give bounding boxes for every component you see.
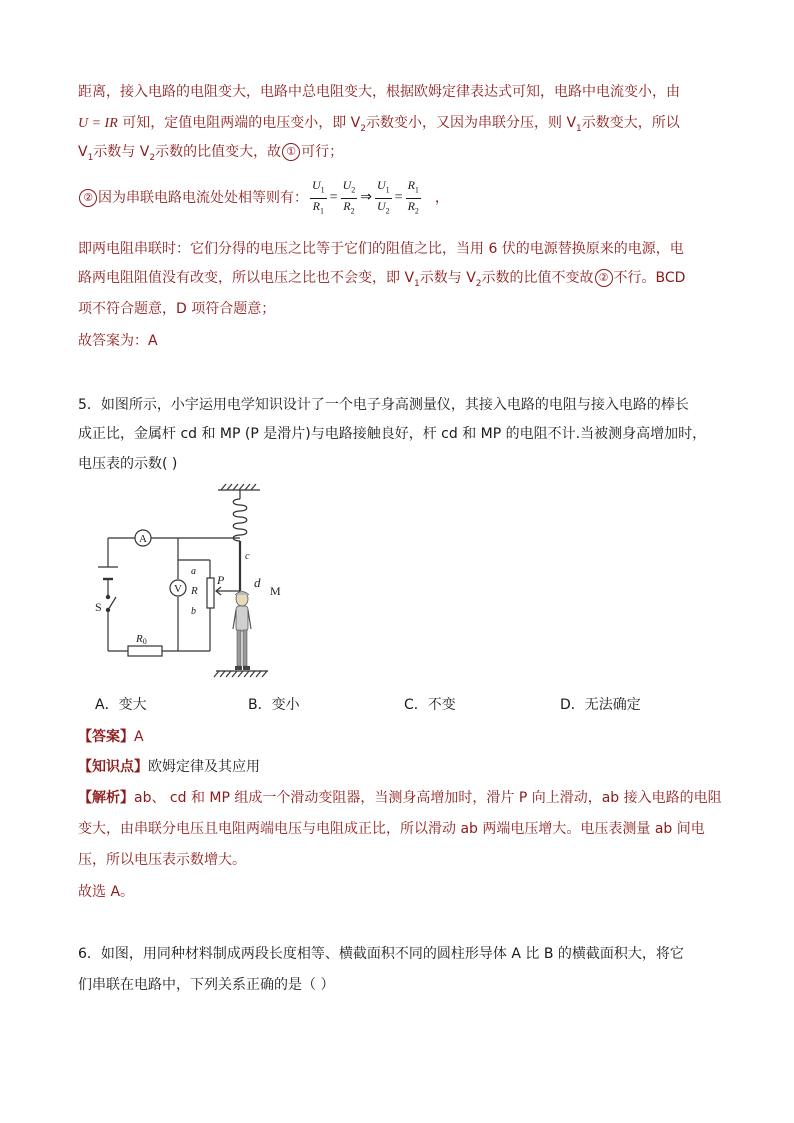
solution-line-3 — [78, 142, 343, 168]
solution-line-6 — [78, 268, 685, 294]
knowledge-row — [78, 757, 260, 777]
analysis-row-3: 压，所以电压表示数增大。 — [78, 852, 246, 868]
question-6-line-1: 6．如图，用同种材料制成两段长度相等、横截面积不同的圆柱形导体 A 比 B 的横截面积大，将它 — [78, 946, 684, 962]
fraction: $\frac{U_1}{U_2}$ — [376, 178, 390, 215]
solution-line-7: 项不符合题意，D 项符合题意； — [78, 301, 276, 317]
circuit-diagram — [90, 483, 300, 679]
text: 示数变小，又因为串联分压，则 V — [366, 115, 577, 131]
label-m: M — [270, 584, 281, 598]
text: 可行； — [301, 144, 344, 160]
equals-sign: = — [329, 190, 338, 205]
fraction: $\frac{R_1}{R_2}$ — [407, 178, 419, 215]
spring-icon — [233, 499, 247, 541]
fraction: $\frac{U_1}{R_1}$ — [312, 178, 325, 215]
solution-line-2 — [78, 113, 680, 139]
question-6-line-2: 们串联在电路中，下列关系正确的是（ ） — [78, 977, 335, 993]
text: ， — [434, 190, 449, 206]
analysis-row-2: 变大，由串联分电压且电阻两端电压与电阻成正比，所以滑动 ab 两端电压增大。电压表测量 ab 间电 — [78, 821, 705, 837]
solution-line-5: 即两电阻串联时：它们分得的电压之比等于它们的阻值之比，当用 6 伏的电源替换原来的电源，电 — [78, 241, 684, 257]
question-5-line-3: 电压表的示数( ) — [78, 456, 178, 472]
label-a: a — [191, 566, 196, 577]
subscript: 2 — [475, 278, 482, 289]
implies-arrow: ⇒ — [360, 190, 372, 205]
switch-lever — [108, 597, 116, 610]
rheostat-ab — [207, 578, 214, 608]
r0-label: R0 — [136, 633, 147, 646]
text: 不行。BCD — [613, 270, 686, 286]
analysis-tag: 【解析】 — [78, 790, 134, 806]
solution-line-8: 故答案为：A — [78, 333, 158, 349]
fraction: $\frac{U_2}{R_2}$ — [342, 178, 356, 215]
subscript: 1 — [87, 152, 94, 163]
circled-number: ② — [79, 189, 97, 207]
text: V — [78, 144, 88, 160]
answer-row — [78, 727, 144, 747]
ohm-formula: U = IR — [78, 116, 118, 131]
floor-hatch — [214, 671, 267, 677]
solution-line-4 — [78, 176, 449, 220]
question-5-line-1: 5．如图所示，小宇运用电学知识设计了一个电子身高测量仪，其接入电路的电阻与接入电路的棒长 — [78, 397, 689, 413]
conclusion: 故选 A。 — [78, 884, 135, 900]
option-c[interactable]: C．不变 — [404, 697, 456, 713]
label-p: P — [217, 573, 225, 587]
text: 示数的比值变大，故 — [155, 144, 282, 160]
option-b[interactable]: B．变小 — [248, 697, 300, 713]
label-b: b — [191, 606, 196, 617]
option-d[interactable]: D．无法确定 — [560, 697, 641, 713]
text: 可知，定值电阻两端的电压变小，即 V — [117, 115, 361, 131]
circled-number: ① — [282, 143, 300, 161]
subscript: 1 — [414, 278, 420, 289]
text: 路两电阻阻值没有改变，所以电压之比也不会变，即 V — [78, 270, 415, 286]
ceiling-hatch — [221, 484, 256, 490]
ammeter-label: A — [139, 533, 147, 545]
option-a[interactable]: A．变大 — [95, 697, 147, 713]
voltmeter-label: V — [174, 583, 182, 595]
subscript: 1 — [576, 123, 582, 134]
knowledge-tag: 【知识点】 — [78, 759, 148, 775]
person-icon — [233, 592, 251, 671]
analysis-row-1 — [78, 788, 722, 808]
answer-value: A — [134, 729, 144, 745]
text: 示数与 V — [419, 270, 476, 286]
equals-sign: = — [394, 190, 403, 205]
subscript: 2 — [149, 152, 156, 163]
subscript: 2 — [360, 123, 366, 134]
text: 示数的比值不变故 — [481, 270, 594, 286]
knowledge-value: 欧姆定律及其应用 — [148, 759, 260, 775]
text: 因为串联电路电流处处相等则有： — [98, 190, 308, 206]
label-d: d — [254, 575, 261, 590]
answer-tag: 【答案】 — [78, 729, 134, 745]
circled-number: ② — [595, 269, 613, 287]
analysis-text: ab、 cd 和 MP 组成一个滑动变阻器，当测身高增加时，滑片 P 向上滑动，ab 接入电路的电阻 — [134, 790, 722, 806]
label-r: R — [191, 585, 198, 597]
question-5-line-2: 成正比，金属杆 cd 和 MP (P 是滑片)与电路接触良好，杆 cd 和 MP 的电阻不计.当被测身高增加时， — [78, 426, 707, 442]
switch-label: S — [95, 600, 102, 614]
solution-line-1: 距离，接入电路的电阻变大，电路中总电阻变大，根据欧姆定律表达式可知，电路中电流变小，由 — [78, 84, 680, 100]
ratio-formula — [308, 178, 423, 218]
label-c: c — [245, 551, 250, 562]
resistor-r0 — [128, 646, 162, 656]
text: 示数变大，所以 — [581, 115, 680, 131]
text: 示数与 V — [93, 144, 150, 160]
